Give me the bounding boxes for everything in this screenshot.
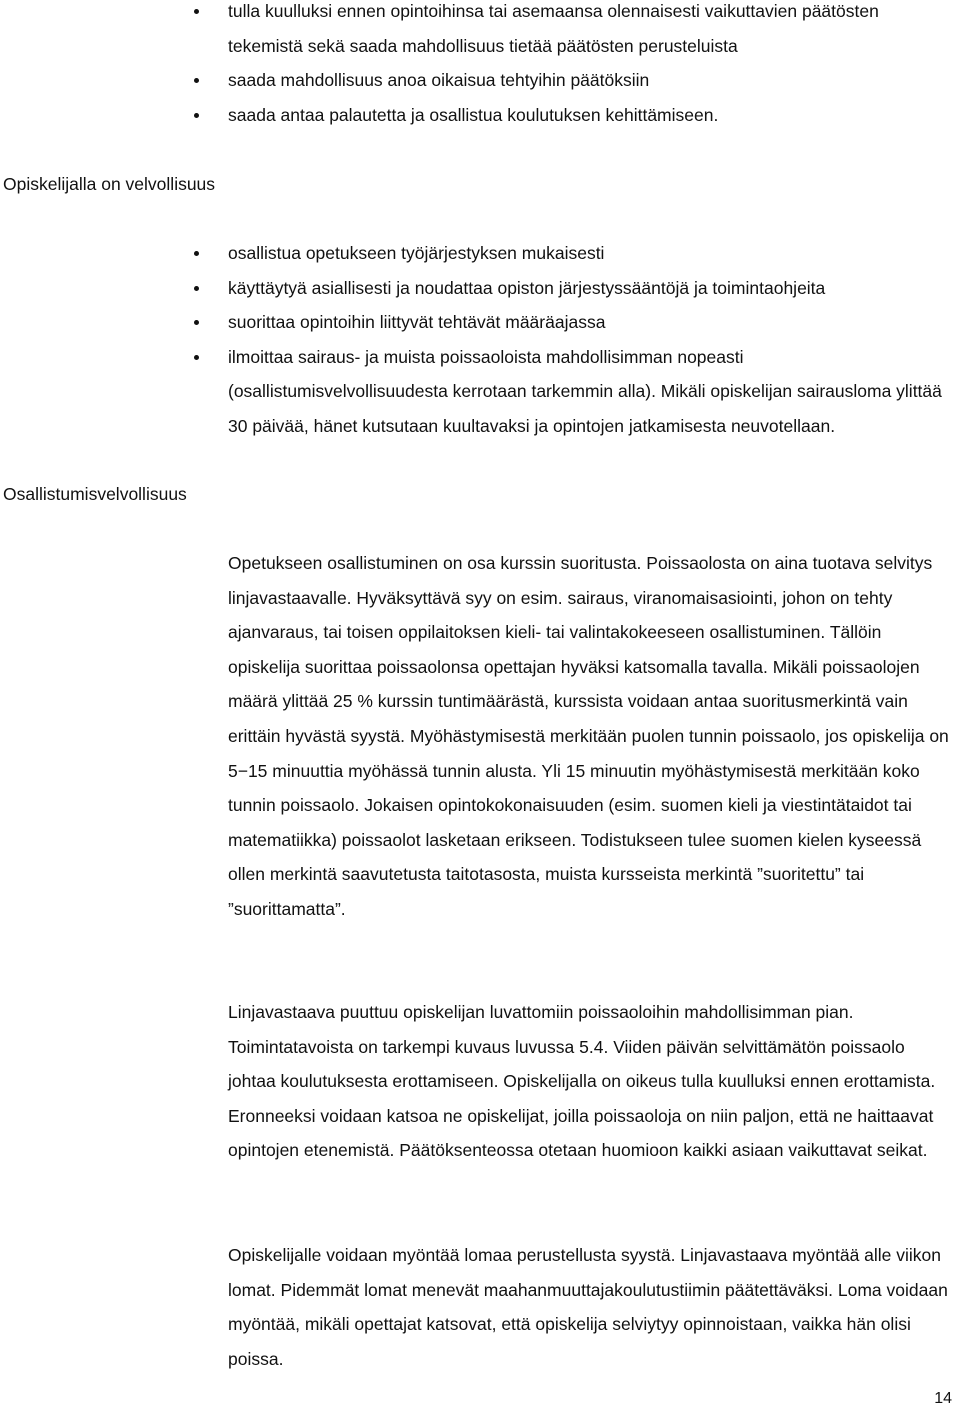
list-item-text: suorittaa opintoihin liittyvät tehtävät määräajassa [228, 312, 606, 332]
list-item-text: käyttäytyä asiallisesti ja noudattaa opiston järjestyssääntöjä ja toimintaohjeita [228, 277, 826, 298]
list-item [0, 236, 948, 271]
bullet-icon [194, 9, 199, 14]
list-item-text: saada antaa palautetta ja osallistua koulutuksen kehittämiseen. [228, 104, 719, 125]
list-item [0, 0, 948, 63]
bullet-icon [194, 320, 199, 325]
list-item-text: osallistua opetukseen työjärjestyksen mukaisesti [228, 243, 605, 263]
rights-list [0, 0, 948, 132]
list-item-text: saada mahdollisuus anoa oikaisua tehtyihin päätöksiin [228, 70, 650, 90]
list-item [0, 305, 948, 340]
bullet-icon [194, 251, 199, 256]
bullet-icon [194, 78, 199, 83]
obligations-list [0, 236, 956, 443]
leave-paragraph: Opiskelijalle voidaan myöntää lomaa perustellusta syystä. Linjavastaava myöntää alle viikon lomat. Pidemmät lomat menevät maahanmuuttajakoulutustiimin päätettäväksi. Loma voidaan myöntää, mikäli opettajat katsovat, että opiskelija selviytyy opinnoistaan, vaikka hän olisi poissa. [228, 1245, 948, 1369]
list-item [0, 271, 948, 306]
list-item [0, 340, 956, 444]
attendance-paragraph: Opetukseen osallistuminen on osa kurssin suoritusta. Poissaolosta on aina tuotava selvitys linjavastaavalle. Hyväksyttävä syy on esim. sairaus, viranomaisasiointi, johon on tehty ajanvaraus, tai toisen oppilaitoksen kieli- tai valintakokeeseen osallistuminen. Tällöin opiskelija suorittaa poissaolonsa opettajan hyväksi katsomalla tavalla. Mikäli poissaolojen määrä ylittää 25 % kurssin tuntimäärästä, kurssista voidaan antaa suoritusmerkintä vain erittäin hyvästä syystä. Myöhästymisestä merkitään puolen tunnin poissaolo, jos opiskelija on 5−15 minuuttia myöhässä tunnin alusta. Yli 15 minuutin myöhästymisestä merkitään koko tunnin poissaolo. Jokaisen opintokokonaisuuden (esim. suomen kieli ja viestintätaidot tai matematiikka) poissaolot lasketaan erikseen. Todistukseen tulee suomen kielen kyseessä ollen merkintä saavutetusta taitotasosta, muista kursseista merkintä ”suoritettu” tai ”suorittamatta”. [228, 553, 949, 919]
list-item-text: tulla kuulluksi ennen opintoihinsa tai asemaansa olennaisesti vaikuttavien päätösten tekemistä sekä saada mahdollisuus tietää päätösten perusteluista [228, 1, 879, 56]
obligations-heading: Opiskelijalla on velvollisuus [3, 174, 216, 194]
list-item-text: ilmoittaa sairaus- ja muista poissaoloista mahdollisimman nopeasti (osallistumisvelvollisuudesta kerrotaan tarkemmin alla). Mikäli opiskelijan sairausloma ylittää 30 päivää, hänet kutsutaan kuultavaksi ja opintojen jatkamisesta neuvotellaan. [228, 346, 942, 436]
intervention-paragraph: Linjavastaava puuttuu opiskelijan luvattomiin poissaoloihin mahdollisimman pian. Toimintatavoista on tarkempi kuvaus luvussa 5.4. Viiden päivän selvittämätön poissaolo johtaa koulutuksesta erottamiseen. Opiskelijalla on oikeus tulla kuulluksi ennen erottamista. Eronneeksi voidaan katsoa ne opiskelijat, joilla poissaoloja on niin paljon, että ne haittaavat opintojen etenemistä. Päätöksenteossa otetaan huomioon kaikki asiaan vaikuttavat seikat. [228, 1002, 936, 1161]
list-item [0, 63, 948, 98]
list-item [0, 98, 948, 133]
page-number: 14 [934, 1390, 952, 1407]
bullet-icon [194, 286, 199, 291]
bullet-icon [194, 355, 199, 360]
bullet-icon [194, 113, 199, 118]
attendance-heading: Osallistumisvelvollisuus [3, 484, 187, 504]
